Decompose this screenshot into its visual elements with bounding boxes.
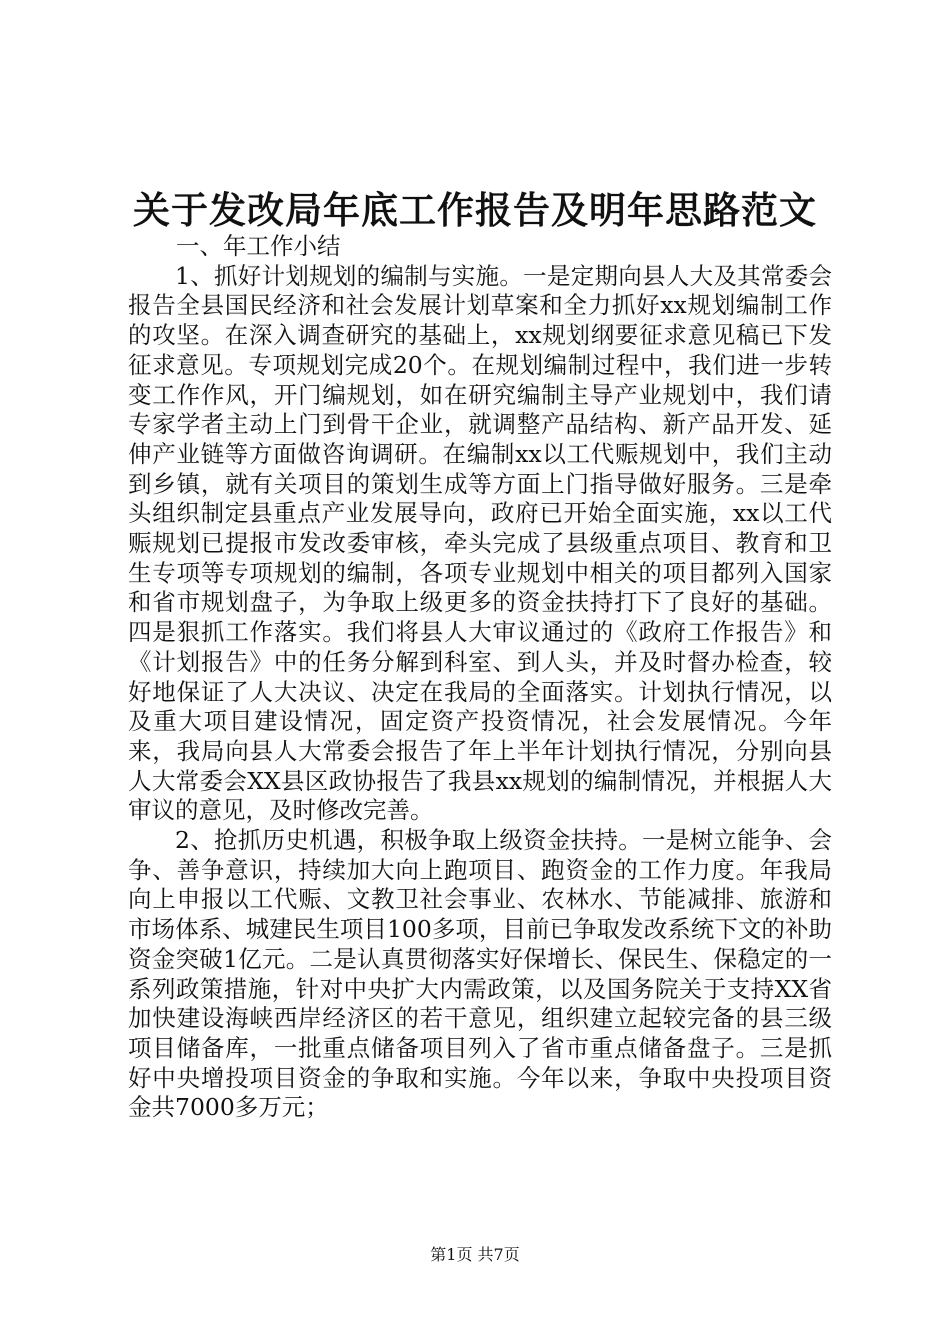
document-title: 关于发改局年底工作报告及明年思路范文: [133, 188, 817, 232]
document-body: [128, 232, 832, 1123]
paragraph-2: 2、抢抓历史机遇，积极争取上级资金扶持。一是树立能争、会争、善争意识，持续加大向上跑项目、跑资金的工作力度。年我局向上申报以工代赈、文教卫社会事业、农林水、节能减排、旅游和市场体系、城建民生项目100多项，目前已争取发改系统下文的补助资金突破1亿元。二是认真贯彻落实好保增长、保民生、保稳定的一系列政策措施，针对中央扩大内需政策，以及国务院关于支持XX省加快建设海峡西岸经济区的若干意见，组织建立起较完备的县三级项目储备库，一批重点储备项目列入了省市重点储备盘子。三是抓好中央增投项目资金的争取和实施。今年以来，争取中央投项目资金共7000多万元；: [128, 826, 832, 1122]
page-number-footer: 第1页 共7页: [430, 1245, 520, 1264]
section-heading: 一、年工作小结: [176, 232, 341, 260]
paragraph-1: 1、抓好计划规划的编制与实施。一是定期向县人大及其常委会报告全县国民经济和社会发展计划草案和全力抓好xx规划编制工作的攻坚。在深入调查研究的基础上，xx规划纲要征求意见稿已下发征求意见。专项规划完成20个。在规划编制过程中，我们进一步转变工作作风，开门编规划，如在研究编制主导产业规划中，我们请专家学者主动上门到骨干企业，就调整产品结构、新产品开发、延伸产业链等方面做咨询调研。在编制xx以工代赈规划中，我们主动到乡镇，就有关项目的策划生成等方面上门指导做好服务。三是牵头组织制定县重点产业发展导向，政府已开始全面实施，xx以工代赈规划已提报市发改委审核，牵头完成了县级重点项目、教育和卫生专项等专项规划的编制，各项专业规划中相关的项目都列入国家和省市规划盘子，为争取上级更多的资金扶持打下了良好的基础。四是狠抓工作落实。我们将县人大审议通过的《政府工作报告》和《计划报告》中的任务分解到科室、到人头，并及时督办检查，较好地保证了人大决议、决定在我局的全面落实。计划执行情况，以及重大项目建设情况，固定资产投资情况，社会发展情况。今年来，我局向县人大常委会报告了年上半年计划执行情况，分别向县人大常委会XX县区政协报告了我县xx规划的编制情况，并根据人大审议的意见，及时修改完善。: [128, 261, 832, 825]
